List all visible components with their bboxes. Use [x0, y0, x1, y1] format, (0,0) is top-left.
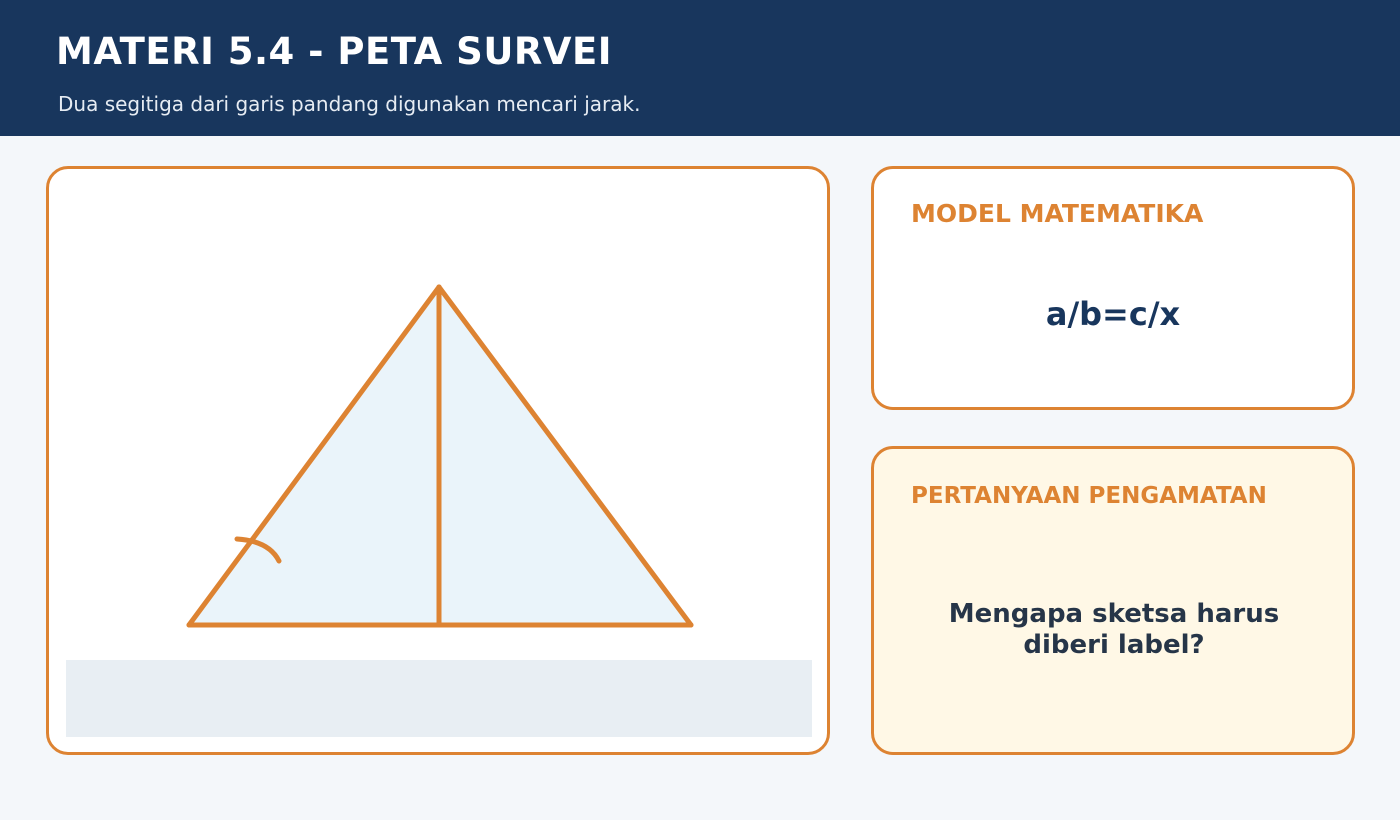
header-banner — [0, 0, 1400, 136]
page-subtitle: Dua segitiga dari garis pandang digunakan mencari jarak. — [58, 92, 641, 116]
diagram-caption-strip — [66, 660, 812, 737]
model-heading: MODEL MATEMATIKA — [911, 199, 1204, 228]
question-panel — [871, 446, 1355, 755]
question-text: Mengapa sketsa harus diberi label? — [948, 599, 1280, 660]
diagram-panel — [46, 166, 830, 755]
model-formula: a/b=c/x — [1045, 295, 1181, 333]
model-panel — [871, 166, 1355, 410]
page-title: MATERI 5.4 - PETA SURVEI — [56, 30, 613, 73]
question-heading: PERTANYAAN PENGAMATAN — [911, 483, 1267, 509]
